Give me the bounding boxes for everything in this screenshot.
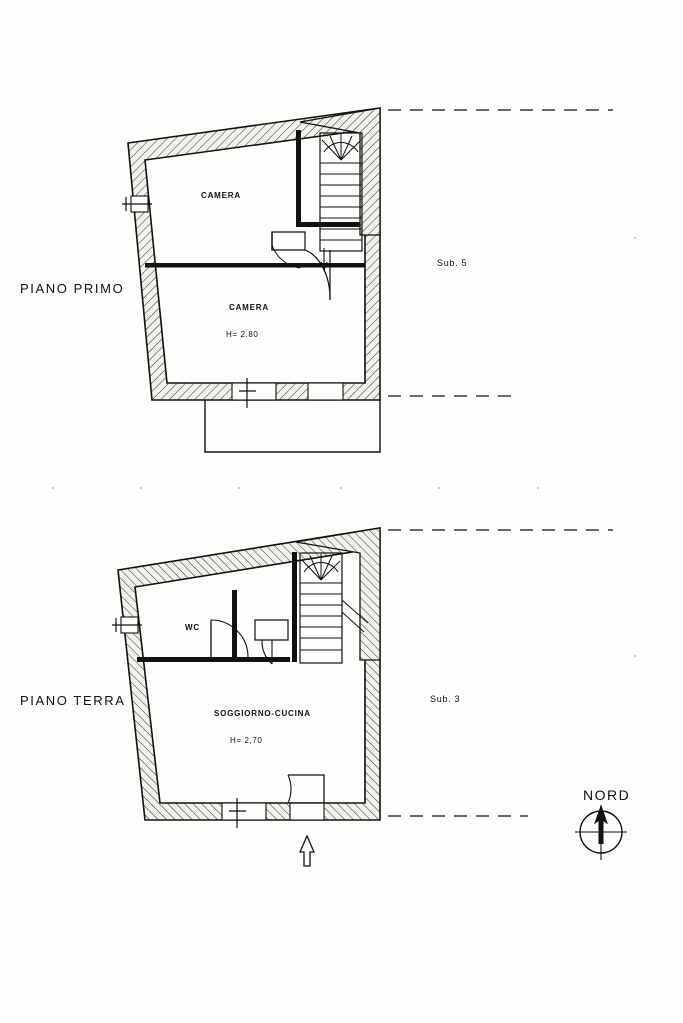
paper-speck <box>238 487 240 489</box>
paper-speck <box>340 487 342 489</box>
piano-terra-drawing <box>112 528 613 866</box>
entrance-opening-terra <box>290 803 324 820</box>
entrance-arrow <box>300 836 314 866</box>
paper-speck <box>438 487 440 489</box>
room-height-camera-lower: H= 2.80 <box>226 330 259 339</box>
floor-label-piano-primo: PIANO PRIMO <box>20 281 125 296</box>
projection-outline-primo <box>205 400 380 452</box>
room-label-wc: WC <box>185 623 200 632</box>
sub-label-piano-primo: Sub. 5 <box>437 258 468 268</box>
paper-speck <box>52 487 54 489</box>
wall-outline-terra <box>118 528 380 820</box>
paper-speck <box>537 487 539 489</box>
window-bottom-terra <box>222 798 266 828</box>
compass-rose <box>575 805 627 860</box>
window-left-primo <box>122 196 152 212</box>
opening-bottom-primo <box>308 383 343 400</box>
paper-speck <box>140 487 142 489</box>
staircase-primo <box>320 133 362 270</box>
window-bottom-primo <box>232 378 276 408</box>
paper-speck <box>634 655 636 657</box>
wc-partition-vertical <box>232 590 237 660</box>
piano-primo-drawing <box>122 108 613 452</box>
room-label-camera-upper: CAMERA <box>201 191 241 200</box>
room-label-soggiorno-cucina: SOGGIORNO-CUCINA <box>214 709 311 718</box>
room-label-camera-lower: CAMERA <box>229 303 269 312</box>
partition-wall-primo <box>145 263 365 268</box>
staircase-terra <box>300 553 368 663</box>
window-left-terra <box>112 617 142 633</box>
wc-door-swing <box>211 620 248 657</box>
compass-label-nord: NORD <box>583 787 631 803</box>
stair-enclosure-wall-terra <box>292 552 297 662</box>
entrance-door-swing-terra <box>288 775 324 803</box>
room-height-soggiorno-cucina: H= 2,70 <box>230 736 263 745</box>
floor-label-piano-terra: PIANO TERRA <box>20 693 126 708</box>
sub-label-piano-terra: Sub. 3 <box>430 694 461 704</box>
paper-speck <box>634 237 636 239</box>
wall-outline-primo <box>128 108 380 400</box>
